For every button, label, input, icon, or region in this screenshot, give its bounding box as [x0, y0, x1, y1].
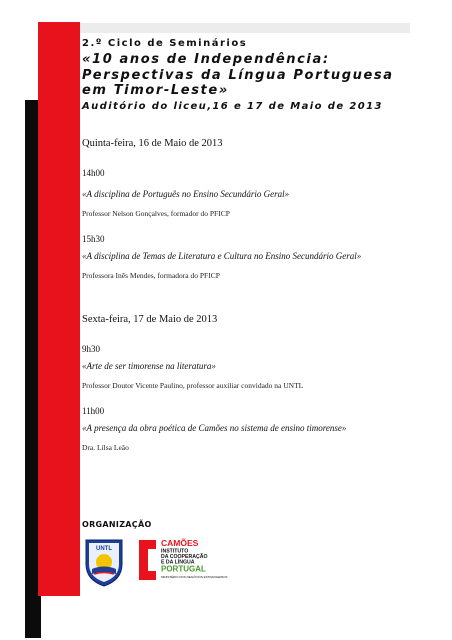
- untl-logo: [82, 534, 126, 588]
- title-line-2: Perspectivas da Língua Portuguesa: [82, 67, 394, 83]
- series-label: 2.º Ciclo de Seminários: [82, 38, 248, 49]
- session-speaker: Professora Inês Mendes, formadora do PFICP: [82, 271, 220, 280]
- organization-label: ORGANIZAÇÃO: [82, 520, 152, 529]
- session-time: 15h30: [82, 234, 105, 244]
- camoes-country: PORTUGAL: [161, 564, 206, 574]
- session-speaker: Professor Doutor Vicente Paulino, professor auxiliar convidado na UNTL: [82, 381, 304, 390]
- session-time: 11h00: [82, 406, 105, 416]
- poster-title: [82, 52, 442, 99]
- program: [82, 137, 442, 453]
- red-side-bar: [38, 22, 80, 596]
- untl-acronym: UNTL: [96, 546, 112, 552]
- session-title: «A disciplina de Português no Ensino Secundário Geral»: [82, 189, 290, 199]
- title-line-3: em Timor-Leste»: [82, 83, 229, 98]
- session-speaker: Dra. Lílsa Leão: [82, 443, 129, 452]
- camoes-institute-logo: [136, 537, 236, 583]
- camoes-line-4: E DA LÍNGUA: [161, 559, 195, 566]
- day-heading: Quinta-feira, 16 de Maio de 2013: [82, 138, 223, 149]
- day-heading: Sexta-feira, 17 de Maio de 2013: [82, 314, 218, 325]
- session-speaker: Professor Nelson Gonçalves, formador do PFICP: [82, 209, 230, 218]
- camoes-ministry: MINISTÉRIO DOS NEGÓCIOS ESTRANGEIROS: [161, 575, 228, 579]
- session-time: 14h00: [82, 168, 105, 178]
- session-time: 9h30: [82, 344, 100, 354]
- camoes-line-3: DA COOPERAÇÃO: [161, 554, 208, 560]
- title-line-1: «10 anos de Independência:: [82, 52, 330, 67]
- session-title: «Arte de ser timorense na literatura»: [82, 361, 216, 371]
- poster-header: [82, 38, 442, 113]
- session-title: «A presença da obra poética de Camões no sistema de ensino timorense»: [82, 423, 347, 433]
- camoes-name: CAMÕES: [161, 538, 199, 548]
- top-strip: [80, 23, 410, 33]
- session-title: «A disciplina de Temas de Literatura e Cultura no Ensino Secundário Geral»: [82, 251, 362, 261]
- camoes-line-2: INSTITUTO: [161, 548, 189, 555]
- venue-date: Auditório do liceu,16 e 17 de Maio de 2013: [82, 100, 383, 112]
